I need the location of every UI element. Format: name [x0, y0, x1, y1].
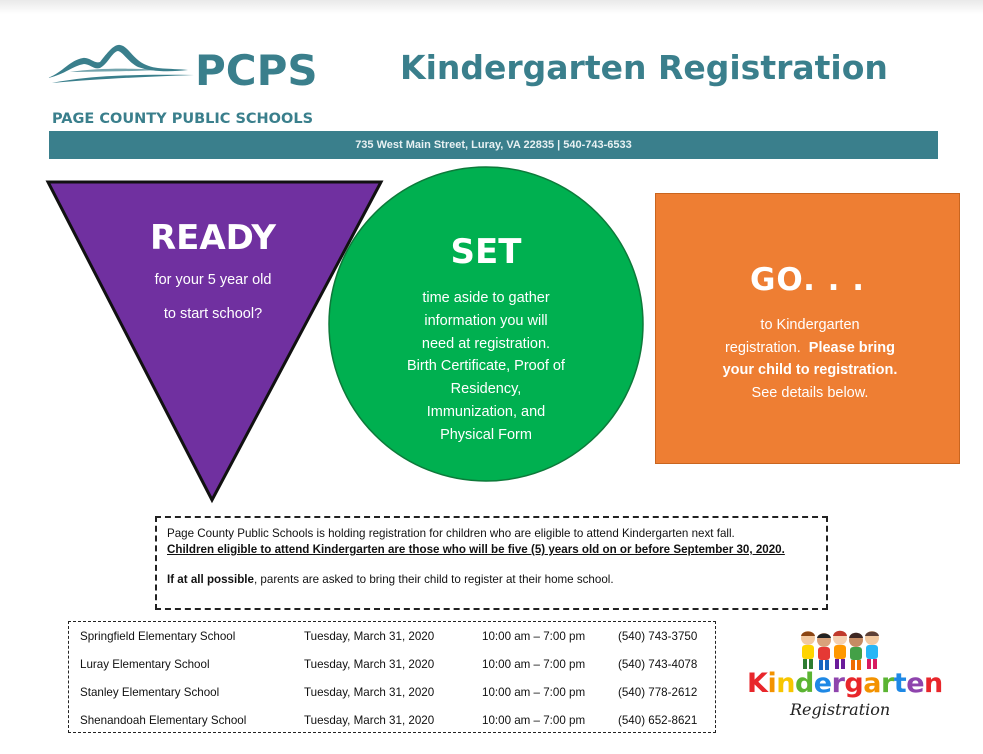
clipart-letter: g [844, 668, 864, 699]
date: Tuesday, March 31, 2020 [304, 686, 435, 699]
clipart-letter: K [747, 668, 768, 699]
clipart-letter: t [893, 668, 907, 699]
date: Tuesday, March 31, 2020 [304, 714, 435, 727]
address-bar: 735 West Main Street, Luray, VA 22835 | 540-743-6533 [49, 131, 938, 159]
set-line: Birth Certificate, Proof of [407, 358, 565, 375]
set-line: need at registration. [421, 335, 551, 352]
go-heading: GO. . . [749, 262, 866, 298]
info-p3-rest: , parents are asked to bring their child to register at their home school. [253, 573, 614, 586]
info-paragraph-3 [167, 572, 816, 588]
school-name: Luray Elementary School [80, 658, 210, 671]
clipart-letter: r [831, 668, 845, 699]
clipart-letter: a [863, 668, 881, 699]
time: 10:00 am – 7:00 pm [482, 714, 586, 727]
go-body [665, 314, 955, 404]
set-line: Immunization, and [426, 403, 546, 420]
phone: (540) 743-3750 [618, 630, 698, 643]
schedule-table [68, 621, 716, 733]
info-paragraph-1: Page County Public Schools is holding registration for children who are eligible to attend Kindergarten next fall. [167, 527, 735, 540]
date: Tuesday, March 31, 2020 [304, 658, 435, 671]
phone: (540) 652-8621 [618, 714, 698, 727]
table-row [69, 706, 715, 734]
go-line-2-normal: registration. [724, 339, 801, 356]
time: 10:00 am – 7:00 pm [482, 630, 586, 643]
logo-text: PCPS [195, 46, 318, 95]
org-name: PAGE COUNTY PUBLIC SCHOOLS [52, 111, 314, 127]
clipart-letter: e [813, 668, 832, 699]
school-name: Springfield Elementary School [80, 630, 236, 643]
go-line-1: to Kindergarten [760, 317, 860, 333]
go-line-4: See details below. [751, 384, 869, 401]
go-line-2-bold: Please bring [808, 339, 896, 356]
kindergarten-clipart-word [747, 668, 943, 699]
table-row [69, 678, 715, 706]
set-line: Residency, [450, 381, 522, 398]
ready-heading: READY [149, 218, 277, 258]
ready-line-1: for your 5 year old [154, 272, 272, 288]
table-row [69, 650, 715, 678]
school-name: Stanley Elementary School [80, 686, 220, 699]
school-name: Shenandoah Elementary School [80, 714, 247, 727]
go-line-3: your child to registration. [722, 362, 898, 379]
go-line-2 [665, 337, 955, 360]
time: 10:00 am – 7:00 pm [482, 658, 586, 671]
page-title: Kindergarten Registration [400, 48, 888, 87]
set-line: information you will [424, 312, 548, 329]
info-p3-bold: If at all possible [167, 573, 254, 586]
kindergarten-clipart-sub: Registration [790, 700, 891, 719]
eligibility-info-box [155, 516, 828, 610]
set-body [381, 287, 591, 447]
set-heading: SET [450, 232, 522, 272]
set-line: Physical Form [440, 426, 532, 443]
kids-clipart-icon [740, 628, 890, 672]
date: Tuesday, March 31, 2020 [304, 630, 435, 643]
ready-line-2: to start school? [163, 306, 263, 322]
clipart-letter: e [906, 668, 925, 699]
phone: (540) 743-4078 [618, 658, 698, 671]
clipart-letter: r [880, 668, 894, 699]
clipart-letter: n [924, 668, 943, 699]
phone: (540) 778-2612 [618, 686, 698, 699]
clipart-letter: n [776, 668, 795, 699]
time: 10:00 am – 7:00 pm [482, 686, 586, 699]
info-paragraph-2: Children eligible to attend Kindergarten are those who will be five (5) years old on or before September 30, 2020. [167, 543, 785, 556]
table-row [69, 622, 715, 650]
clipart-letter: i [767, 668, 777, 699]
set-line: time aside to gather [422, 290, 550, 306]
clipart-letter: d [794, 668, 814, 699]
